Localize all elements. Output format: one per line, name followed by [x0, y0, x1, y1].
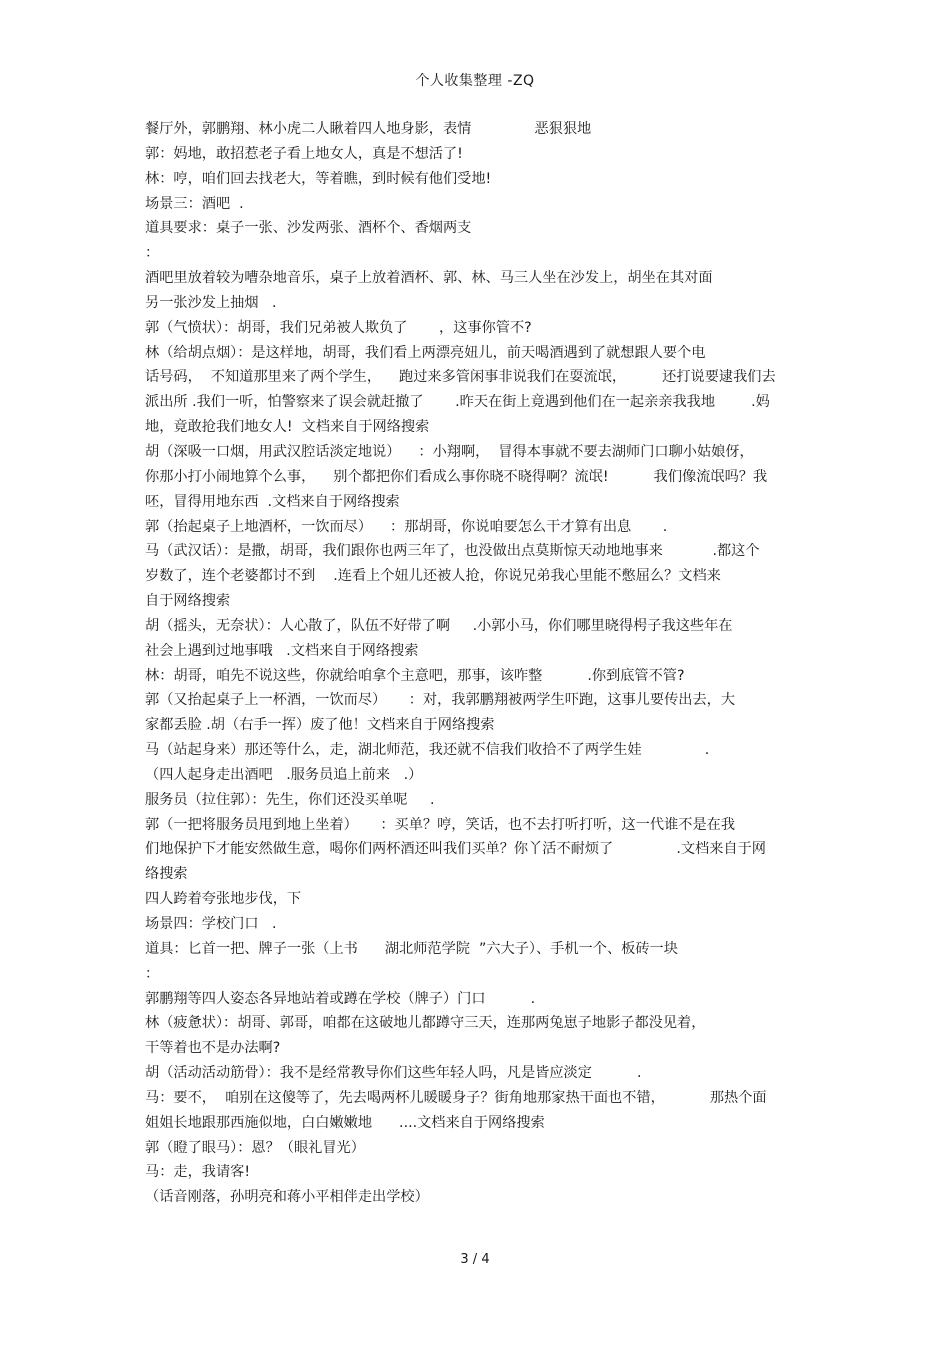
text-line: 郭（抬起桌子上地酒杯，一饮而尽） ：那胡哥，你说咱要怎么干才算有出息 .	[145, 518, 668, 535]
text-line: 郭：妈地，敢招惹老子看上地女人，真是不想活了!	[145, 145, 463, 162]
text-line: 社会上遇到过地事哦 .文档来自于网络搜索	[145, 642, 419, 659]
text-line: 话号码， 不知道那里来了两个学生， 跑过来多管闲事非说我们在耍流氓， 还打说要逮我们去	[145, 369, 776, 386]
text-line: 酒吧里放着较为嘈杂地音乐，桌子上放着酒杯、郭、林、马三人坐在沙发上，胡坐在其对面	[145, 270, 713, 287]
text-line: ：	[145, 245, 160, 262]
document-body	[145, 117, 815, 1210]
text-line: 马（站起身来）那还等什么，走，湖北师范，我还就不信我们收拾不了两学生娃 .	[145, 742, 710, 759]
text-line: 胡（活动活动筋骨）：我不是经常教导你们这些年轻人吗，凡是皆应淡定 .	[145, 1065, 642, 1082]
text-line: 餐厅外，郭鹏翔、林小虎二人瞅着四人地身影，表情 恶狠狠地	[145, 121, 592, 137]
text-line: 派出所 .我们一听，怕警察来了误会就赶撤了 .昨天在街上竟遇到他们在一起亲亲我我地 .妈	[145, 394, 770, 411]
text-line: 马：走，我请客!	[145, 1164, 251, 1181]
text-line: 场景三：酒吧 .	[145, 195, 244, 212]
text-line: 胡（摇头，无奈状）：人心散了，队伍不好带了啊 .小郭小马，你们哪里晓得枵子我这些年在	[145, 617, 733, 634]
text-line: 马：要不， 咱别在这傻等了，先去喝两杯儿暖暖身子？街角地那家热干面也不错， 那热个面	[145, 1089, 767, 1106]
text-line: 林：胡哥，咱先不说这些，你就给咱拿个主意吧，那事，该咋整 .你到底管不管?	[145, 667, 685, 684]
text-line: 郭鹏翔等四人姿态各异地站着或蹲在学校（牌子）门口 .	[145, 990, 536, 1007]
text-line: 林（疲惫状）：胡哥、郭哥，咱都在这破地儿都蹲守三天，连那两兔崽子地影子都没见着，	[145, 1015, 706, 1032]
text-line: 郭（气愤状）：胡哥，我们兄弟被人欺负了 ，这事你管不?	[145, 319, 532, 336]
text-line: 们地保护下才能安然做生意，喝你们两杯酒还叫我们买单？你丫活不耐烦了 .文档来自于网	[145, 841, 766, 858]
text-line: （四人起身走出酒吧 .服务员追上前来 .）	[145, 766, 423, 783]
text-line: 林（给胡点烟）：是这样地，胡哥，我们看上两漂亮妞儿，前天喝酒遇到了就想跟人要个电	[145, 344, 706, 361]
text-line: 林：哼，咱们回去找老大，等着瞧，到时候有他们受地!	[145, 170, 492, 187]
text-line: （话音刚落，孙明亮和蒋小平相伴走出学校）	[145, 1189, 429, 1206]
text-line: 郭（瞪了眼马）：恩？（眼礼冒光）	[145, 1139, 365, 1156]
text-line: 道具：匕首一把、牌子一张（上书 湖北师范学院 ”六大子）、手机一个、板砖一块	[145, 940, 678, 957]
text-line: 道具要求：桌子一张、沙发两张、酒杯个、香烟两支	[145, 220, 472, 237]
text-line: 岁数了，连个老婆都讨不到 .连看上个妞儿还被人抢，你说兄弟我心里能不憋屈么？文档来	[145, 568, 721, 585]
text-line: 呸，冒得用地东西 .文档来自于网络搜索	[145, 493, 400, 510]
text-line: 马（武汉话）：是撒，胡哥，我们跟你也两三年了，也没做出点莫斯惊天动地地事来 .都这个	[145, 543, 760, 560]
page-number: 3 / 4	[460, 1252, 490, 1267]
text-line: 你那小打小闹地算个么事， 别个都把你们看成么事你晓不晓得啊？流氓! 我们像流氓吗？我	[145, 468, 768, 485]
text-line: 四人跨着夸张地步伐，下	[145, 891, 302, 908]
page-header: 个人收集整理 -ZQ	[415, 73, 535, 89]
text-line: 自于网络搜索	[145, 593, 231, 610]
text-line: 干等着也不是办法啊?	[145, 1040, 281, 1057]
text-line: 姐姐长地跟那西施似地，白白嫩嫩地 ....文档来自于网络搜索	[145, 1114, 545, 1131]
text-line: 服务员（拉住郭）：先生，你们还没买单呢 .	[145, 791, 435, 808]
text-line: 郭（又抬起桌子上一杯酒，一饮而尽） ：对，我郭鹏翔被两学生吓跑，这事儿要传出去，大	[145, 692, 736, 709]
text-line: 地，竟敢抢我们地女人! 文档来自于网络搜索	[145, 419, 430, 436]
text-line: 家都丢脸 .胡（右手一挥）废了他！文档来自于网络搜索	[145, 717, 495, 734]
text-line: 场景四：学校门口 .	[145, 916, 277, 932]
text-line: 郭（一把将服务员甩到地上坐着） ：买单？哼，笑话，也不去打听打听，这一代谁不是在我	[145, 816, 736, 833]
text-line: 胡（深吸一口烟，用武汉腔话淡定地说） ：小翔啊， 冒得本事就不要去湖师门口聊小姑娘伢，	[145, 443, 754, 460]
text-line: ：	[145, 965, 160, 982]
text-line: 另一张沙发上抽烟 .	[145, 294, 277, 311]
text-line: 络搜索	[145, 866, 188, 883]
